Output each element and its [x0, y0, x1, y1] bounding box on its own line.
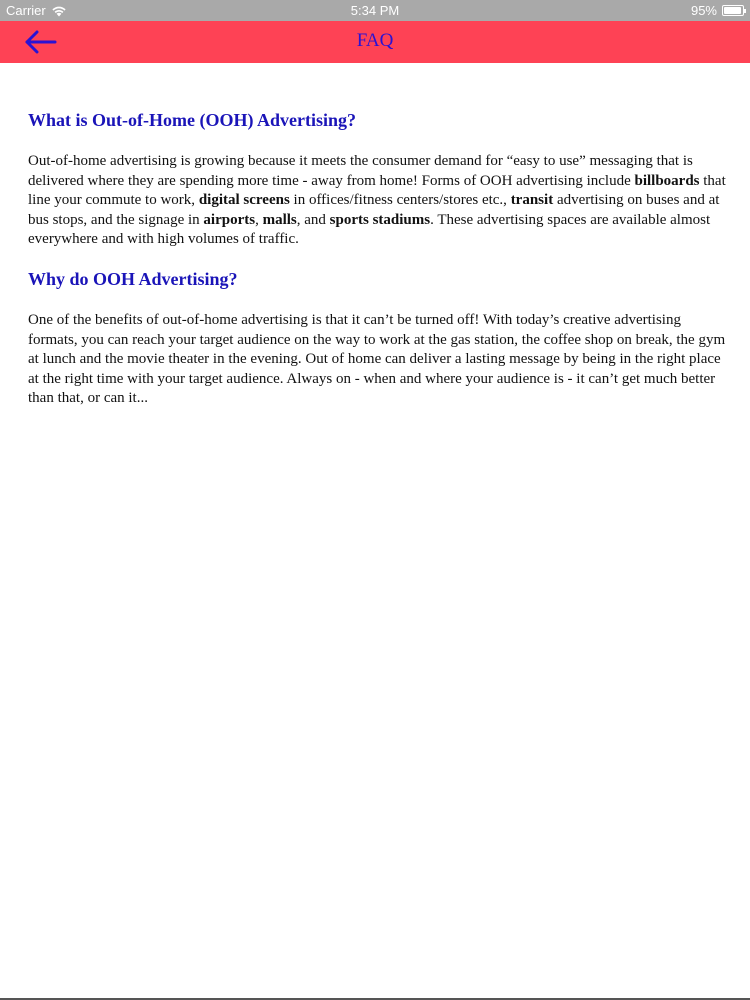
battery-icon — [722, 5, 744, 16]
faq-answer — [28, 152, 728, 250]
battery-percent: 95% — [690, 3, 717, 18]
answer-emphasis: sports stadiums — [329, 211, 431, 228]
status-bar — [0, 0, 750, 21]
battery-fill — [724, 7, 741, 14]
answer-text: One of the benefits of out-of-home advertising is that it can’t be turned off! With today’s creative advertising formats, you can reach your target audience on the way to work at the gas station, the coffee shop on break, the gym at lunch and the movie theater in the evening. Out of home can deliver a lasting message by being in the right place at the right time with your target audience. Always on - when and where your audience is - it can’t get much better than that, or can it... — [28, 311, 726, 407]
faq-answer — [28, 311, 728, 409]
faq-item — [28, 266, 728, 409]
carrier-label: Carrier — [6, 3, 46, 18]
answer-text: in offices/fitness centers/stores etc., — [289, 192, 511, 209]
battery-indicator — [691, 3, 744, 18]
answer-text: that line your commute to work, — [28, 172, 726, 209]
answer-emphasis: transit — [510, 192, 554, 209]
answer-text: advertising on buses and at bus stops, and the signage in — [28, 192, 720, 228]
faq-question: What is Out-of-Home (OOH) Advertising? — [28, 110, 356, 130]
answer-emphasis: airports — [203, 211, 256, 228]
page-title: FAQ — [356, 30, 394, 51]
faq-content — [28, 107, 728, 425]
nav-bar — [0, 21, 750, 63]
answer-text: , and — [296, 211, 330, 228]
answer-emphasis: digital screens — [198, 192, 290, 209]
faq-question: Why do OOH Advertising? — [28, 268, 238, 289]
answer-emphasis: billboards — [634, 172, 700, 189]
answer-text: Out-of-home advertising is growing because it meets the consumer demand for “easy to use” messaging that is delivered where they are spending more time - away from home! Forms of OOH advertising include — [28, 153, 693, 189]
faq-item — [28, 107, 728, 250]
answer-text: , — [255, 211, 263, 228]
answer-emphasis: malls — [262, 211, 297, 228]
status-time: 5:34 PM — [350, 3, 400, 18]
answer-text: . These advertising spaces are available almost everywhere and with high volumes of traffic. — [28, 211, 711, 248]
